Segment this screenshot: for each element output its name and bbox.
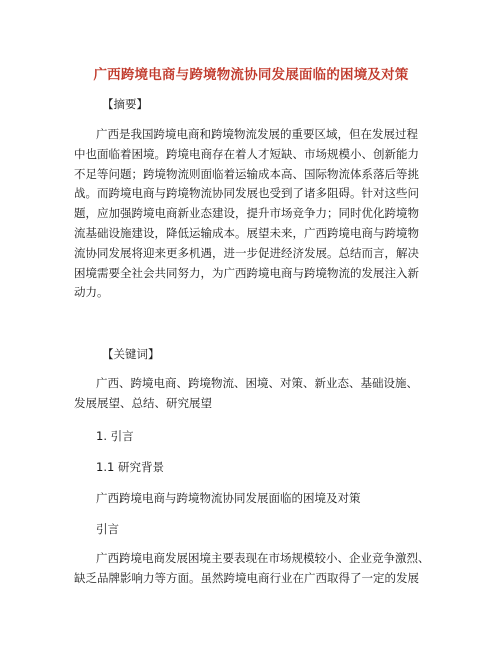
- abstract-line: 流基础设施建设，降低运输成本。展望未来，广西跨境电商与跨境物: [74, 225, 419, 240]
- abstract-line: 题，应加强跨境电商新业态建设，提升市场竞争力；同时优化跨境物: [74, 206, 419, 221]
- subtitle-repeat: 广西跨境电商与跨境物流协同发展面临的困境及对策: [96, 491, 361, 505]
- abstract-line: 不足等问题；跨境物流则面临着运输成本高、国际物流体系落后等挑: [74, 166, 419, 181]
- intro-line: 广西跨境电商发展困境主要表现在市场规模较小、企业竞争激烈、: [96, 551, 430, 565]
- abstract-line: 流协同发展将迎来更多机遇，进一步促进经济发展。总结而言，解决: [74, 245, 419, 260]
- abstract-heading: 【摘要】: [102, 97, 148, 111]
- keywords-line: 发展展望、总结、研究展望: [74, 395, 212, 410]
- abstract-line: 中也面临着困境。跨境电商存在着人才短缺、市场规模小、创新能力: [74, 146, 419, 161]
- document-title: 广西跨境电商与跨境物流协同发展面临的困境及对策: [93, 67, 409, 83]
- abstract-line: 困境需要全社会共同努力，为广西跨境电商与跨境物流的发展注入新: [74, 265, 419, 280]
- intro-line: 缺乏品牌影响力等方面。虽然跨境电商行业在广西取得了一定的发展: [74, 570, 419, 585]
- abstract-line: 动力。: [74, 285, 109, 300]
- abstract-line: 战。而跨境电商与跨境物流协同发展也受到了诸多阻碍。针对这些问: [74, 186, 419, 201]
- intro-label: 引言: [96, 522, 119, 536]
- subsection-heading: 1.1 研究背景: [96, 460, 164, 474]
- keywords-heading: 【关键词】: [102, 347, 160, 361]
- keywords-paragraph: [74, 374, 434, 414]
- intro-paragraph: [74, 549, 434, 589]
- abstract-line: 广西是我国跨境电商和跨境物流发展的重要区域，但在发展过程: [96, 127, 418, 141]
- abstract-paragraph: [74, 125, 434, 303]
- keywords-line: 广西、跨境电商、跨境物流、困境、对策、新业态、基础设施、: [96, 376, 418, 390]
- section-heading: 1. 引言: [96, 429, 134, 443]
